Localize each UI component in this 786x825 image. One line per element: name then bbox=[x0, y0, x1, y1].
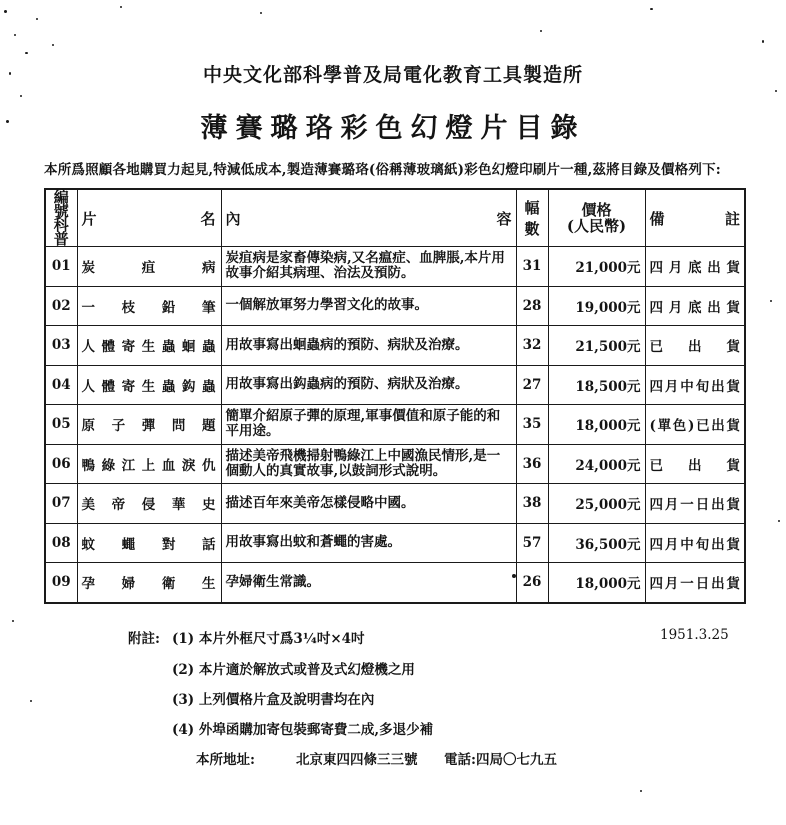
row-title: 一枝鉛筆 bbox=[77, 286, 221, 326]
table-row bbox=[45, 523, 745, 563]
row-price: 36,500元 bbox=[548, 523, 645, 563]
phone-text: 電話:四局〇七九五 bbox=[444, 752, 557, 768]
address-label: 本所地址: bbox=[196, 752, 255, 768]
row-price: 18,500元 bbox=[548, 365, 645, 405]
row-frames: 57 bbox=[516, 523, 548, 563]
table-row bbox=[45, 365, 745, 405]
row-number: 05 bbox=[45, 405, 77, 445]
row-note: 四月中旬出貨 bbox=[645, 365, 745, 405]
row-content: 用故事寫出蚊和蒼蠅的害處。 bbox=[221, 523, 516, 563]
row-number: 06 bbox=[45, 444, 77, 484]
table-row bbox=[45, 286, 745, 326]
row-price: 18,000元 bbox=[548, 563, 645, 603]
row-title: 炭疽病 bbox=[77, 247, 221, 287]
intro-text: 本所爲照顧各地購買力起見,特減低成本,製造薄賽璐珞(俗稱薄玻璃紙)彩色幻燈印刷片一種,茲將目錄及價格列下: bbox=[44, 162, 721, 178]
note-item: (2) 本片適於解放式或普及式幻燈機之用 bbox=[172, 662, 415, 678]
header-content: 內容 bbox=[221, 189, 516, 247]
row-note: 已出貨 bbox=[645, 326, 745, 366]
row-frames: 28 bbox=[516, 286, 548, 326]
row-content: 簡單介紹原子彈的原理,軍事價值和原子能的和平用途。 bbox=[221, 405, 516, 445]
row-number: 07 bbox=[45, 484, 77, 524]
row-price: 25,000元 bbox=[548, 484, 645, 524]
row-content: 炭疽病是家畜傳染病,又名瘟症、血脾脹,本片用故事介紹其病理、治法及預防。 bbox=[221, 247, 516, 287]
row-content: 描述美帝飛機掃射鴨綠江上中國漁民情形,是一個動人的真實故事,以鼓詞形式說明。 bbox=[221, 444, 516, 484]
row-frames: 35 bbox=[516, 405, 548, 445]
table-row bbox=[45, 326, 745, 366]
header-note: 備註 bbox=[645, 189, 745, 247]
row-note: 四月中旬出貨 bbox=[645, 523, 745, 563]
row-title: 人體寄生蟲鈎蟲 bbox=[77, 365, 221, 405]
row-title: 孕婦衛生 bbox=[77, 563, 221, 603]
row-price: 18,000元 bbox=[548, 405, 645, 445]
row-note: 四月一日出貨 bbox=[645, 484, 745, 524]
row-title: 鴨綠江上血淚仇 bbox=[77, 444, 221, 484]
table-row bbox=[45, 484, 745, 524]
row-note: 四月底出貨 bbox=[645, 286, 745, 326]
table-row bbox=[45, 405, 745, 445]
row-content: 孕婦衛生常識。 bbox=[221, 563, 516, 603]
row-price: 24,000元 bbox=[548, 444, 645, 484]
row-number: 01 bbox=[45, 247, 77, 287]
row-frames: 26 bbox=[516, 563, 548, 603]
row-number: 03 bbox=[45, 326, 77, 366]
row-number: 02 bbox=[45, 286, 77, 326]
row-note: 四月一日出貨 bbox=[645, 563, 745, 603]
row-number: 08 bbox=[45, 523, 77, 563]
row-price: 21,000元 bbox=[548, 247, 645, 287]
table-header-row bbox=[45, 189, 745, 247]
row-title: 蚊蠅對話 bbox=[77, 523, 221, 563]
row-number: 04 bbox=[45, 365, 77, 405]
header-title: 片名 bbox=[77, 189, 221, 247]
row-price: 19,000元 bbox=[548, 286, 645, 326]
table-row bbox=[45, 247, 745, 287]
row-frames: 32 bbox=[516, 326, 548, 366]
row-title: 人體寄生蟲蛔蟲 bbox=[77, 326, 221, 366]
header-frames: 幅數 bbox=[516, 189, 548, 247]
catalog-table bbox=[44, 188, 746, 604]
row-content: 描述百年來美帝怎樣侵略中國。 bbox=[221, 484, 516, 524]
header-number: 編號 科普 bbox=[45, 189, 77, 247]
row-note: 已出貨 bbox=[645, 444, 745, 484]
row-number: 09 bbox=[45, 563, 77, 603]
row-frames: 36 bbox=[516, 444, 548, 484]
address-text: 北京東四四條三三號 bbox=[296, 752, 418, 768]
row-frames: 27 bbox=[516, 365, 548, 405]
row-note: (單色)已出貨 bbox=[645, 405, 745, 445]
row-title: 原子彈問題 bbox=[77, 405, 221, 445]
note-item: (1) 本片外框尺寸爲3¼吋×4吋 bbox=[172, 631, 365, 647]
table-row bbox=[45, 563, 745, 603]
row-price: 21,500元 bbox=[548, 326, 645, 366]
table-row bbox=[45, 444, 745, 484]
row-frames: 31 bbox=[516, 247, 548, 287]
row-frames: 38 bbox=[516, 484, 548, 524]
organization-name: 中央文化部科學普及局電化教育工具製造所 bbox=[202, 64, 583, 86]
catalog-title: 薄賽璐珞彩色幻燈片目錄 bbox=[200, 113, 586, 144]
document-date: 1951.3.25 bbox=[660, 627, 729, 643]
row-content: 一個解放軍努力學習文化的故事。 bbox=[221, 286, 516, 326]
note-item: (4) 外埠函購加寄包裝郵寄費二成,多退少補 bbox=[172, 722, 434, 738]
row-note: 四月底出貨 bbox=[645, 247, 745, 287]
row-content: 用故事寫出蛔蟲病的預防、病狀及治療。 bbox=[221, 326, 516, 366]
note-item: (3) 上列價格片盒及說明書均在內 bbox=[172, 692, 375, 708]
row-title: 美帝侵華史 bbox=[77, 484, 221, 524]
row-content: 用故事寫出鈎蟲病的預防、病狀及治療。 bbox=[221, 365, 516, 405]
header-price: 價格 (人民幣) bbox=[548, 189, 645, 247]
notes-label: 附註: bbox=[128, 631, 160, 647]
